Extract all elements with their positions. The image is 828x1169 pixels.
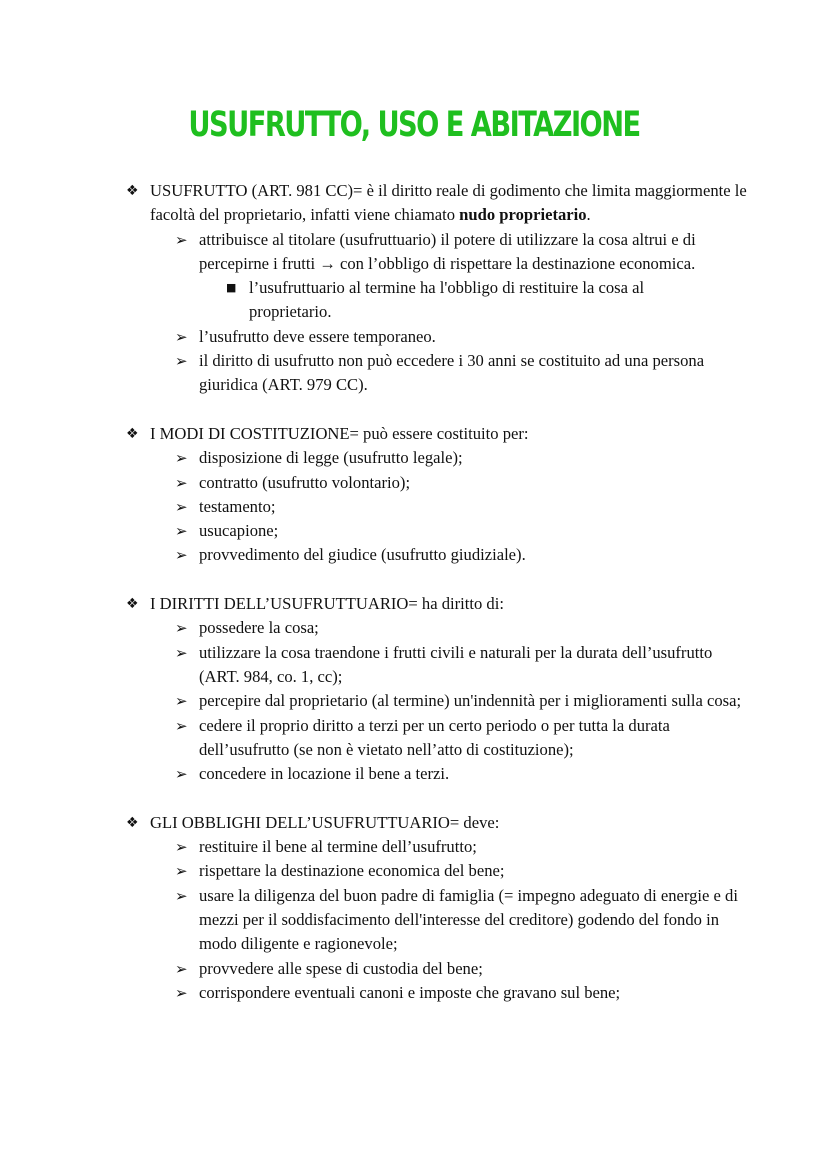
list-item-text: corrispondere eventuali canoni e imposte che gravano sul bene; [199,982,621,1002]
list-item-text: concedere in locazione il bene a terzi. [199,764,450,784]
list-item [0,981,828,1005]
heading-text: USUFRUTTO (ART. 981 CC)= è il diritto reale di godimento che limita maggiormente le facoltà del proprietario, infatti viene chiamato [150,181,747,225]
heading-text: I MODI DI COSTITUZIONE= può essere costituito per: [150,423,529,443]
arrow-bullet-icon: ➢ [175,546,188,565]
list-item-text: cedere il proprio diritto a terzi per un certo periodo o per tutta la durata dell’usufrutto (se non è vietato nell’atto di costituzione); [199,715,670,759]
list-item-text: percepire dal proprietario (al termine) un'indennità per i miglioramenti sulla cosa; [199,691,742,711]
arrow-bullet-icon: ➢ [175,862,188,881]
diamond-bullet-icon: ❖ [126,183,139,199]
list-item [0,471,828,495]
arrow-bullet-icon: ➢ [175,327,188,346]
arrow-bullet-icon: ➢ [175,716,188,735]
document-body [0,179,828,1029]
arrow-bullet-icon: ➢ [175,522,188,541]
list-item [0,325,828,349]
list-item [0,641,828,690]
list-item [0,835,828,859]
list-item [0,349,828,398]
heading-bold-text: nudo proprietario [459,205,587,225]
arrow-bullet-icon: ➢ [175,643,188,662]
section-diritti [0,592,828,786]
list-item-text: contratto (usufrutto volontario); [199,472,411,492]
list-item [0,228,828,277]
heading-text-end: . [586,205,591,225]
list-item-text: usare la diligenza del buon padre di famiglia (= impegno adeguato di energie e di mezzi per il soddisfacimento dell'interesse del creditore) godendo del fondo in modo diligente e ragionevole; [199,885,738,954]
section-heading [0,422,828,446]
list-item-text: provvedimento del giudice (usufrutto giudiziale). [199,545,526,565]
list-item [0,543,828,567]
list-item-text: utilizzare la cosa traendone i frutti civili e naturali per la durata dell’usufrutto (ART. 984, co. 1, cc); [199,642,713,686]
arrow-bullet-icon: ➢ [175,473,188,492]
arrow-bullet-icon: ➢ [175,886,188,905]
list-item-text: il diritto di usufrutto non può eccedere i 30 anni se costituito ad una persona giuridica (ART. 979 CC). [199,351,705,395]
list-item-text: rispettare la destinazione economica del bene; [199,861,505,881]
list-item [0,762,828,786]
list-item-text: disposizione di legge (usufrutto legale); [199,448,463,468]
diamond-bullet-icon: ❖ [126,596,139,613]
heading-text: I DIRITTI DELL’USUFRUTTUARIO= ha diritto di: [150,594,504,614]
page-title: USUFRUTTO, USO E ABITAZIONE [188,105,640,145]
section-heading [0,811,828,835]
arrow-bullet-icon: ➢ [175,838,188,857]
section-usufrutto [0,179,828,398]
sub-list-item-text: l’usufruttuario al termine ha l'obbligo di restituire la cosa al proprietario. [249,278,645,322]
arrow-bullet-icon: ➢ [175,765,188,784]
list-item [0,884,828,957]
arrow-bullet-icon: ➢ [175,619,188,638]
list-item [0,495,828,519]
arrow-bullet-icon: ➢ [175,959,188,978]
section-heading [0,592,828,616]
arrow-bullet-icon: ➢ [175,230,188,249]
list-item-text: testamento; [199,496,276,516]
arrow-bullet-icon: ➢ [175,692,188,711]
sub-list-item [0,276,828,325]
section-obblighi [0,811,828,1005]
list-item [0,689,828,713]
arrow-bullet-icon: ➢ [175,352,188,371]
section-heading [0,179,828,228]
arrow-bullet-icon: ➢ [175,983,188,1002]
list-item-text: l’usufrutto deve essere temporaneo. [199,326,436,346]
list-item-text: restituire il bene al termine dell’usufrutto; [199,837,477,857]
list-item-text: usucapione; [199,521,279,541]
list-item [0,859,828,883]
list-item-text: possedere la cosa; [199,618,319,638]
list-item-text: provvedere alle spese di custodia del bene; [199,958,483,978]
heading-text: GLI OBBLIGHI DELL’USUFRUTTUARIO= deve: [150,812,500,832]
list-item [0,714,828,763]
list-item [0,446,828,470]
list-item-text: attribuisce al titolare (usufruttuario) il potere di utilizzare la cosa altrui e di percepirne i frutti → con l’obbligo di rispettare la destinazione economica. [199,229,696,273]
square-bullet-icon: ■ [226,281,237,295]
diamond-bullet-icon: ❖ [126,425,139,442]
section-modi-costituzione [0,422,828,568]
list-item [0,957,828,981]
arrow-bullet-icon: ➢ [175,449,188,468]
arrow-bullet-icon: ➢ [175,497,188,516]
list-item [0,519,828,543]
list-item [0,616,828,640]
diamond-bullet-icon: ❖ [126,814,139,831]
